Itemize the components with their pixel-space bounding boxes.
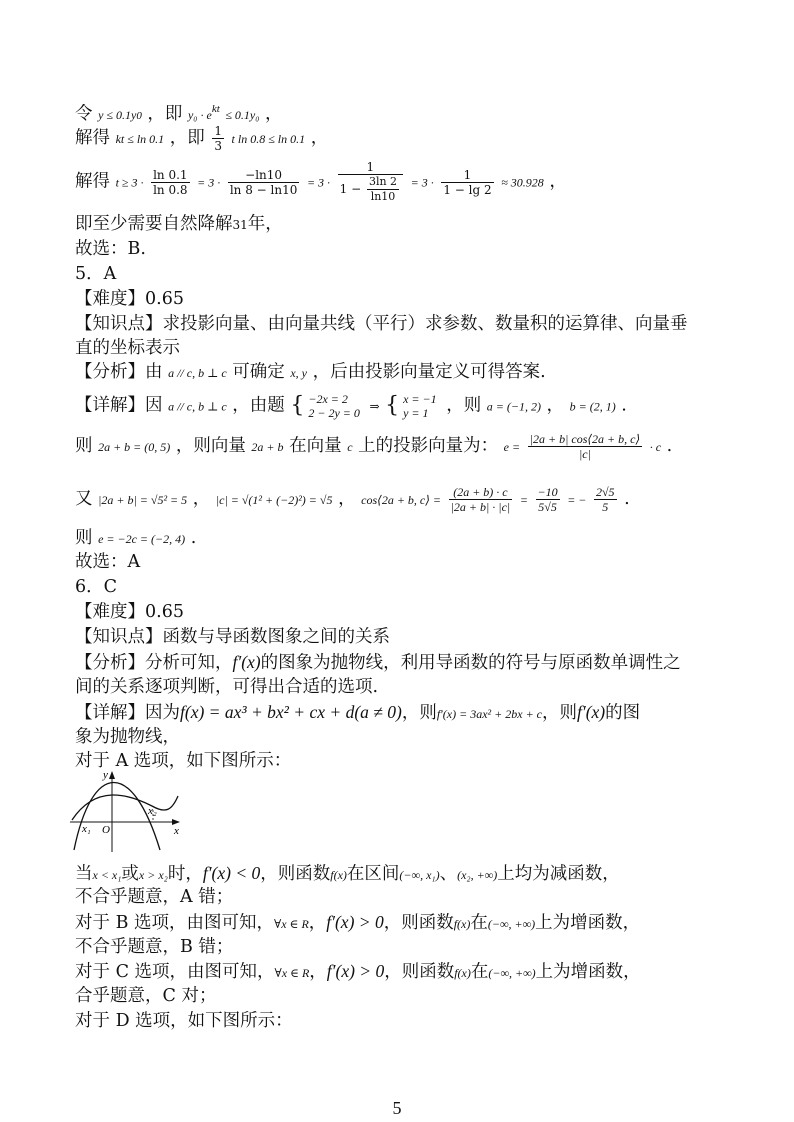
difficulty-6: 【难度】0.65: [75, 602, 184, 622]
math: f(x): [454, 966, 471, 980]
line-2: [75, 124, 328, 153]
math: ∀x ∈ R: [274, 917, 309, 931]
text: .: [624, 489, 630, 509]
difficulty-5: 【难度】0.65: [75, 289, 184, 309]
math: 2a + b = (0, 5): [98, 440, 171, 454]
text: 上为增函数，: [535, 913, 641, 933]
text: 在: [470, 962, 489, 982]
text: 当: [75, 864, 93, 884]
fraction: $\frac{-10}{5√5}$: [537, 485, 558, 514]
option-a-analysis: [75, 862, 620, 886]
text: 在向量: [289, 436, 342, 456]
math: (−∞, +∞): [487, 917, 536, 931]
cubic-curve: [72, 795, 178, 820]
option-a-graph: [68, 766, 190, 854]
fraction-nested: 1 1 − $\frac{3\ln 2}{\ln 10}$: [338, 160, 403, 204]
text: 解得: [75, 128, 110, 148]
math: f′(x) = 3ax² + 2bx + c: [436, 707, 542, 721]
fraction: $\frac{2√5}{5}$: [595, 485, 615, 514]
text: 在区间: [346, 864, 400, 884]
text: ，: [310, 128, 329, 148]
math: 2a + b: [251, 440, 284, 454]
text: ，: [308, 913, 327, 933]
choice-5: 故选：A: [75, 552, 141, 572]
text: ，则向量: [175, 436, 246, 456]
magnitude-line: [75, 485, 630, 514]
text: 的图: [605, 703, 641, 723]
math: b = (2, 1): [569, 399, 616, 414]
text: 上均为减函数，: [497, 864, 620, 884]
text: 时，: [167, 864, 203, 884]
text: 解得: [75, 171, 110, 192]
math: f′(x) > 0: [326, 912, 384, 932]
text: ，: [546, 395, 565, 416]
math: a // c, b ⊥ c: [168, 399, 227, 414]
math: = 3 ·: [410, 175, 434, 190]
math: e = −2c = (−2, 4): [98, 532, 186, 546]
math: f′(x): [577, 702, 606, 722]
line-5: 故选：B.: [75, 239, 146, 259]
fraction: $\frac{-\ln 10}{\ln 8 - \ln 10}$: [229, 167, 298, 197]
math: |c| = √(1² + (−2)²) = √5: [215, 493, 333, 507]
detail-6: [75, 701, 640, 725]
projection-line: [75, 432, 672, 461]
text: ，则函数: [260, 864, 331, 884]
text: 对于 B 选项，由图可知，: [75, 913, 274, 933]
knowledge-point-5: 【知识点】求投影向量、由向量共线（平行）求参数、数量积的运算律、向量垂: [75, 314, 688, 334]
solution-system: x = −1 y = 1: [403, 392, 437, 420]
implies: ⇒: [369, 399, 380, 414]
knowledge-point-5-cont: 直的坐标表示: [75, 338, 180, 358]
text: 令: [75, 103, 93, 124]
text: ，后由投影向量定义可得答案.: [312, 362, 546, 382]
text: 或: [121, 864, 139, 884]
math: = −: [567, 493, 587, 507]
x2-label: x₂: [148, 805, 157, 817]
math: 31: [232, 218, 248, 232]
option-a-verdict: 不合乎题意，A 错；: [75, 887, 234, 907]
text: 可确定: [232, 362, 285, 382]
text: .: [190, 528, 197, 548]
text: ，即: [147, 103, 183, 124]
math: |2a + b| = √5² = 5: [98, 493, 188, 507]
text: ，则函数: [384, 962, 455, 982]
math: f′(x) > 0: [326, 961, 385, 981]
math: f(x) = ax³ + bx² + cx + d(a ≠ 0): [180, 702, 402, 722]
math: f′(x) < 0: [202, 863, 261, 883]
math: f(x): [330, 868, 347, 882]
math: (−∞, x₁): [399, 868, 440, 882]
math: y ≤ 0.1y: [98, 107, 137, 122]
math: ∀x ∈ R: [274, 966, 310, 980]
text: ，: [549, 171, 567, 192]
equation-system: −2x = 2 2 − 2y = 0: [308, 392, 360, 420]
text: 【详解】因: [75, 395, 163, 416]
math: (x₂, +∞): [457, 868, 498, 882]
math: x, y: [290, 366, 307, 380]
text: 的图象为抛物线，利用导函数的符号与原函数单调性之: [260, 653, 681, 673]
text: 上为增函数，: [535, 962, 641, 982]
text: 年，: [247, 214, 283, 234]
detail-5: [75, 392, 627, 420]
math: f′(x): [232, 652, 261, 672]
text: 又: [75, 489, 93, 509]
math: cos⟨2a + b, c⟩ =: [361, 493, 442, 507]
math: ≈ 30.928: [501, 175, 544, 190]
analysis-5: [75, 361, 546, 384]
text: ，则: [446, 395, 482, 416]
math: ≤ 0.1y₀: [225, 107, 260, 122]
math: c: [347, 440, 353, 454]
fraction: $\frac{|2a + b| \cos⟨2a + b, c⟩}{|c|}$: [529, 432, 641, 461]
text: ，: [309, 962, 327, 982]
line-3: [75, 160, 567, 204]
math: = 3 ·: [306, 175, 331, 190]
math: t ≥ 3 ·: [115, 175, 144, 190]
answer-6: 6．C: [75, 577, 118, 597]
x-axis-label: x: [174, 825, 179, 837]
math: x < x₁: [92, 868, 122, 882]
text: 则: [75, 436, 93, 456]
analysis-6: [75, 651, 681, 674]
fraction: $\frac{\ln 0.1}{\ln 0.8}$: [153, 167, 188, 197]
subscript: 0: [136, 109, 142, 122]
text: .: [621, 395, 627, 416]
text: .: [666, 436, 673, 456]
fraction: $\frac{1}{1 - \lg 2}$: [443, 167, 492, 197]
math: = 3 ·: [197, 175, 221, 190]
text: ，即: [169, 128, 205, 148]
option-b-verdict: 不合乎题意，B 错；: [75, 937, 234, 957]
option-c-verdict: 合乎题意，C 对；: [75, 986, 217, 1006]
text: 【分析】分析可知，: [75, 653, 233, 673]
fraction-one-third: $\frac{1}{3}$: [214, 124, 222, 153]
brace: {: [385, 393, 400, 418]
math: a = (−1, 2): [486, 399, 541, 414]
y-axis-arrow: [109, 771, 115, 779]
math: t ln 0.8 ≤ ln 0.1: [231, 132, 306, 146]
text: 【详解】因为: [75, 703, 180, 723]
math: f(x): [453, 917, 471, 931]
origin-label: O: [102, 824, 110, 836]
analysis-6-cont: 间的关系逐项判断，可得出合适的选项.: [75, 677, 379, 697]
x1-label: x₁: [82, 823, 91, 835]
text: 即至少需要自然降解: [75, 214, 233, 234]
option-b-analysis: [75, 911, 640, 935]
result-line: [75, 527, 196, 550]
knowledge-point-6: 【知识点】函数与导函数图象之间的关系: [75, 627, 390, 647]
text: ，则函数: [383, 913, 454, 933]
text: ，则: [542, 703, 577, 723]
superscript: kt: [211, 103, 220, 115]
answer-5: 5．A: [75, 264, 117, 284]
y-axis-label: y: [103, 769, 108, 781]
math: a // c, b ⊥ c: [168, 366, 227, 380]
text: 上的投影向量为：: [358, 436, 499, 456]
option-d-intro: 对于 D 选项，如下图所示：: [75, 1011, 293, 1031]
page-number: 5: [392, 1098, 402, 1118]
line-4: [75, 213, 283, 236]
text: 则: [75, 528, 93, 548]
text: 在: [470, 913, 488, 933]
detail-6-cont: 象为抛物线，: [75, 727, 180, 747]
text: ，: [338, 489, 356, 509]
math: =: [519, 493, 528, 507]
line-1: [75, 98, 283, 127]
math: e =: [503, 440, 521, 454]
text: ，: [192, 489, 211, 509]
text: ，由题: [232, 395, 285, 416]
brace: {: [290, 393, 305, 418]
math: kt ≤ ln 0.1: [115, 132, 165, 146]
math: y₀ · e: [187, 107, 212, 122]
fraction: $\frac{(2a + b) \cdot c}{|2a + b| \cdot |c|}$: [450, 485, 511, 514]
math: x > x₂: [138, 868, 168, 882]
option-a-intro: 对于 A 选项，如下图所示：: [75, 751, 292, 771]
text: 【分析】由: [75, 362, 163, 382]
math: · c: [649, 440, 662, 454]
math: (−∞, +∞): [488, 966, 536, 980]
text: 、: [439, 864, 458, 884]
option-c-analysis: [75, 960, 641, 984]
text: ，: [265, 103, 283, 124]
text: ，则: [401, 703, 437, 723]
text: 对于 C 选项，由图可知，: [75, 962, 275, 982]
